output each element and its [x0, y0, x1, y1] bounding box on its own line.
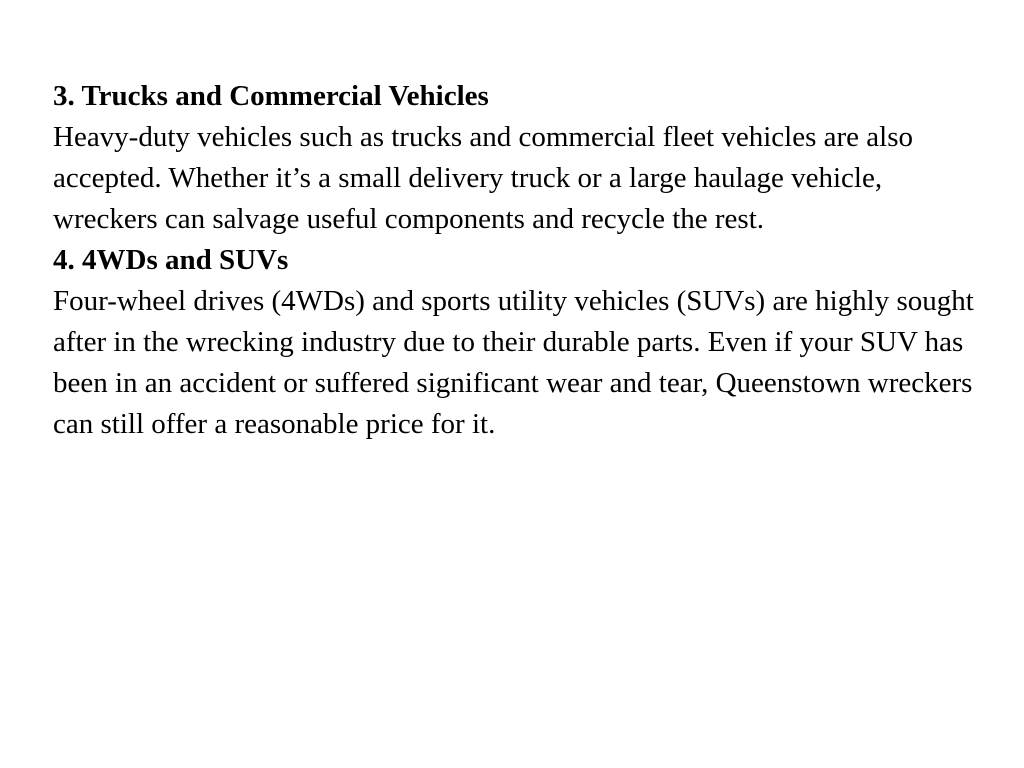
section-body-4wds-suvs: Four-wheel drives (4WDs) and sports utility vehicles (SUVs) are highly sought after in the wrecking industry due to their durable parts. Even if your SUV has been in an accident or suffered significant wear and tear, Queenstown wreckers can still offer a reasonable price for it. — [53, 285, 974, 440]
slide-content — [53, 76, 978, 445]
section-heading-trucks: 3. Trucks and Commercial Vehicles — [53, 80, 489, 112]
section-body-trucks: Heavy-duty vehicles such as trucks and commercial fleet vehicles are also accepted. Whether it’s a small delivery truck or a large haulage vehicle, wreckers can salvage useful components and recycle the rest. — [53, 121, 913, 235]
section-heading-4wds-suvs: 4. 4WDs and SUVs — [53, 244, 289, 276]
